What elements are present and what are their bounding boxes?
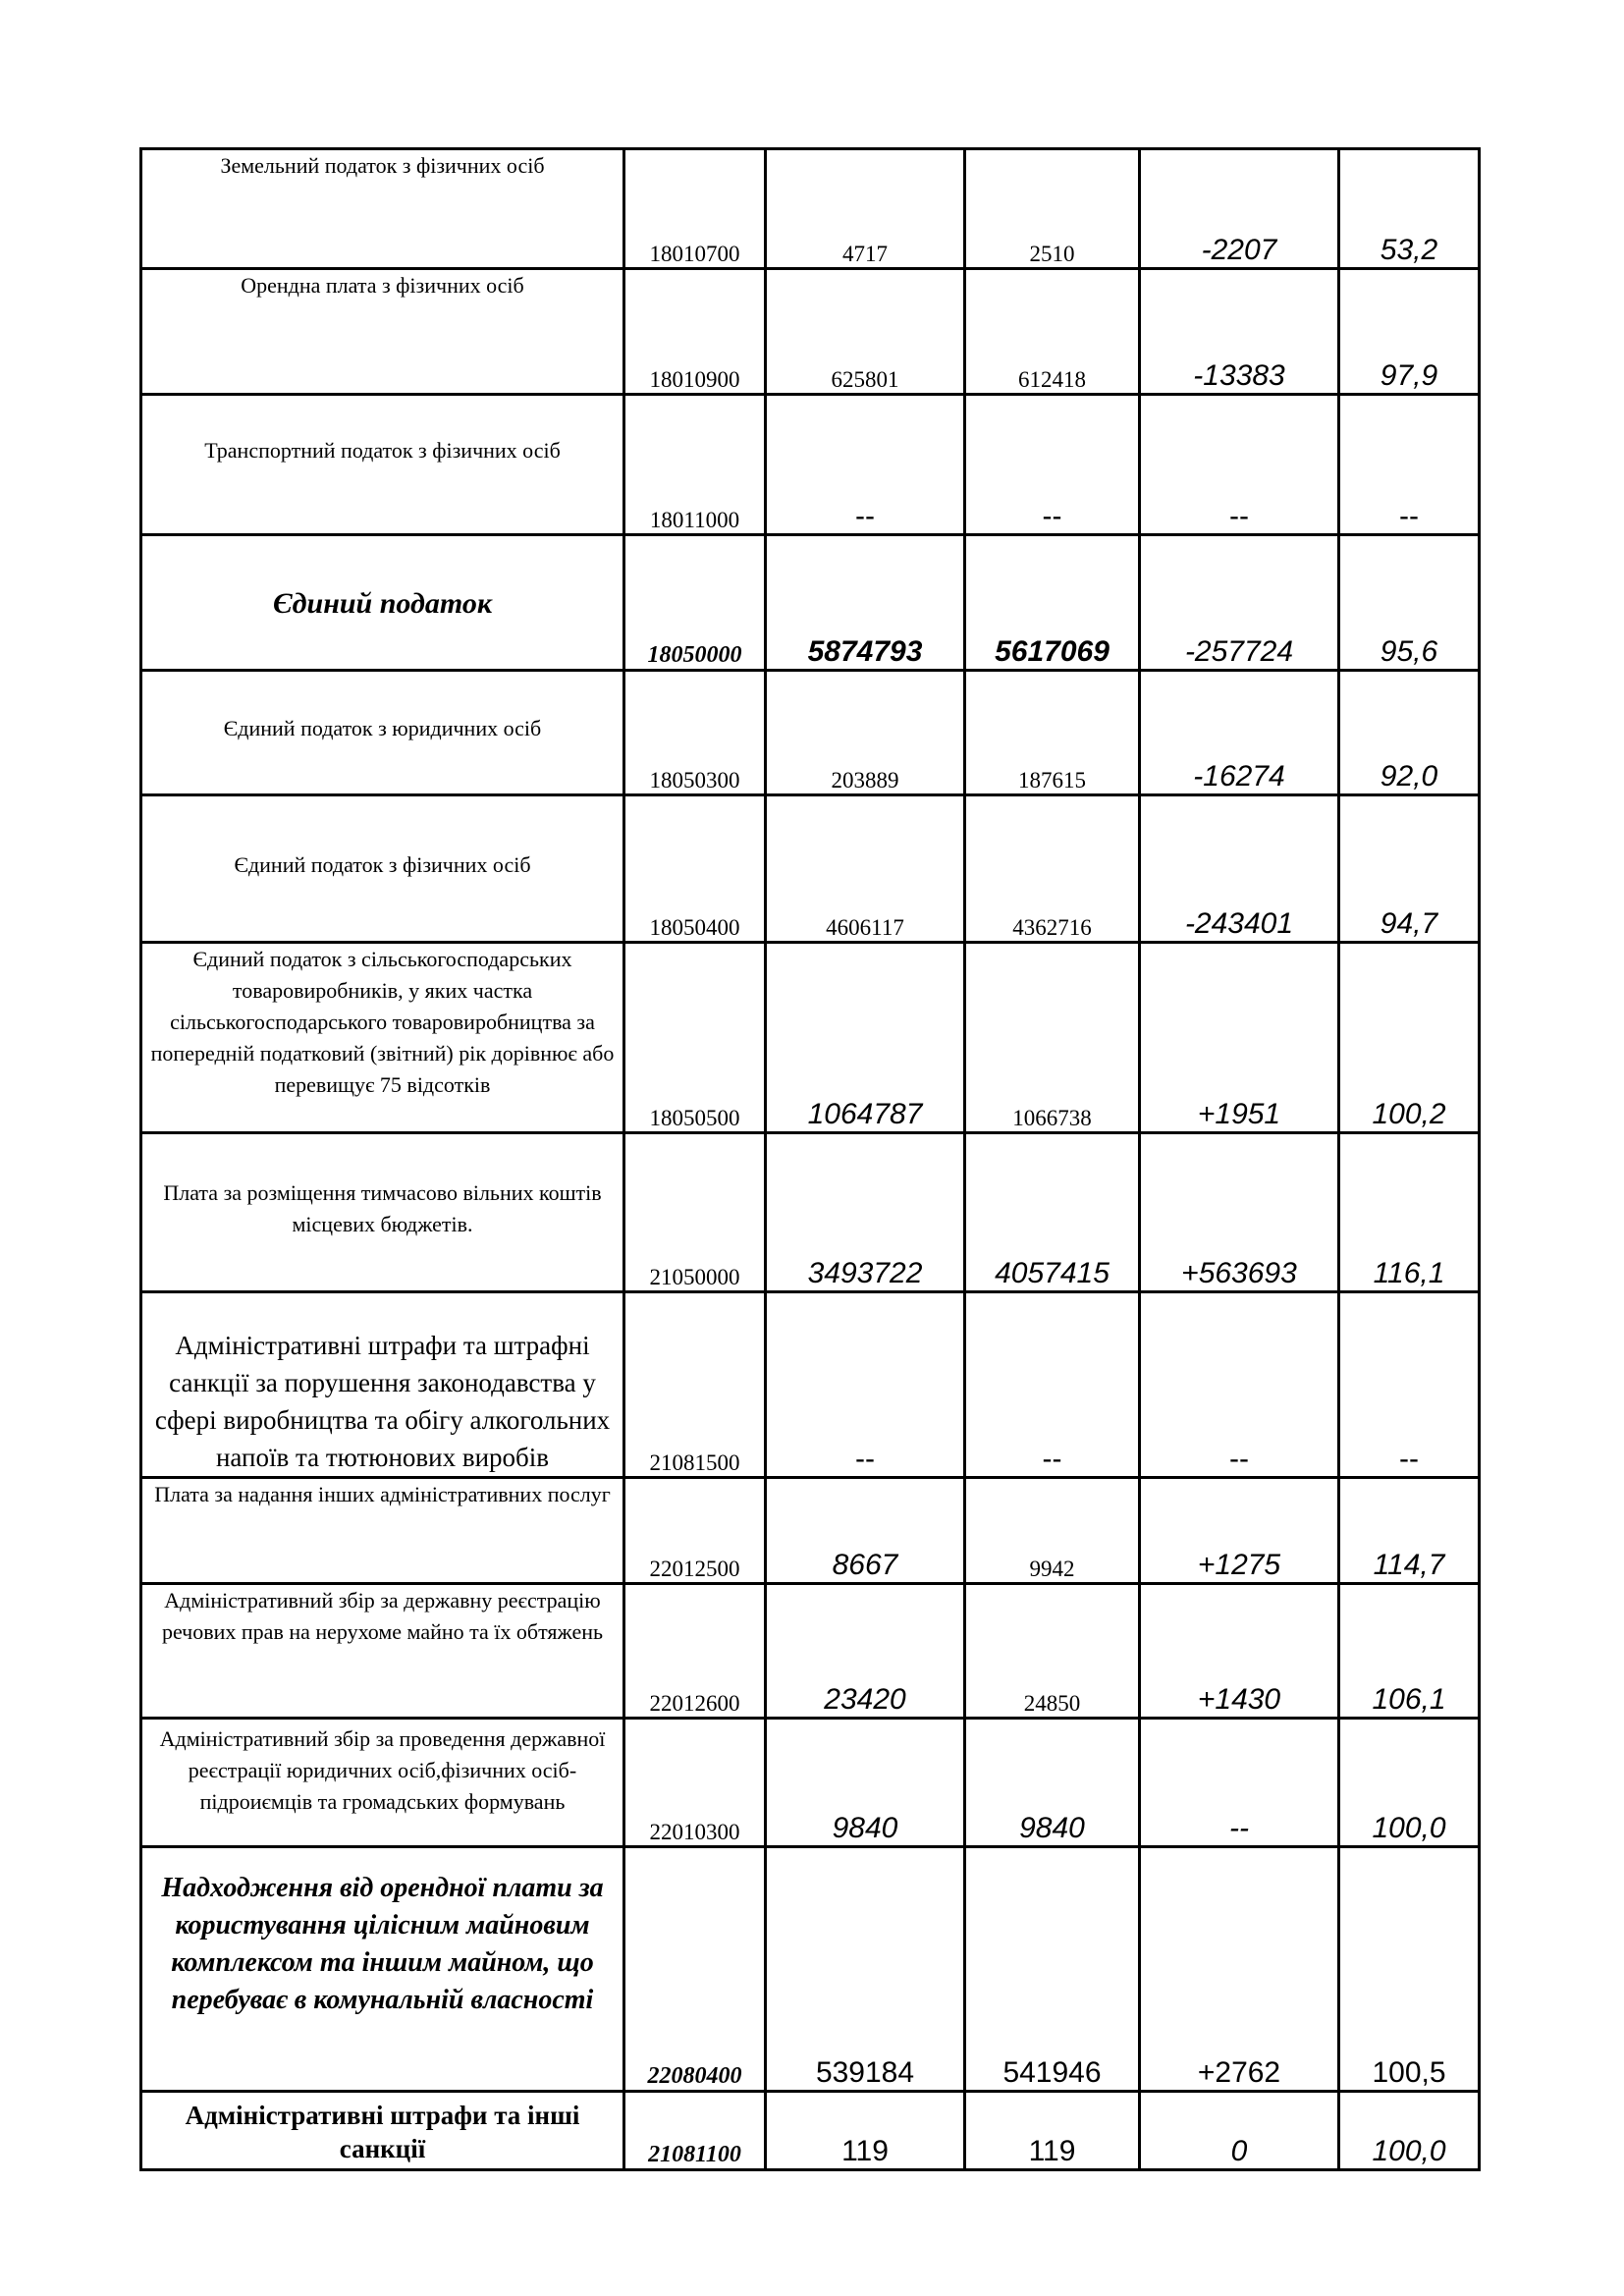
row-plan: 203889 [766,671,965,795]
row-code: 22012500 [624,1478,766,1584]
revenue-table [139,147,1481,2171]
row-code: 22012600 [624,1584,766,1719]
row-plan: 119 [766,2092,965,2170]
row-plan: 4606117 [766,795,965,943]
row-name: Єдиний податок з юридичних осіб [141,671,624,795]
table-row [141,535,1480,671]
row-percent: 100,0 [1339,2092,1480,2170]
row-fact: 612418 [965,269,1140,395]
table-row [141,671,1480,795]
row-fact: 9840 [965,1719,1140,1847]
row-plan: 1064787 [766,943,965,1133]
row-deviation: +563693 [1140,1133,1339,1292]
table-row [141,1292,1480,1478]
row-plan: 4717 [766,149,965,269]
table-row [141,395,1480,535]
row-name: Адміністративні штрафи та штрафні санкції за порушення законодавства у сфері виробництва та обігу алкогольних напоїв та тютюнових виробів [141,1292,624,1478]
table-row [141,795,1480,943]
row-deviation: -- [1140,1719,1339,1847]
row-percent: 97,9 [1339,269,1480,395]
row-plan: 23420 [766,1584,965,1719]
row-code: 22080400 [624,1847,766,2092]
table-row [141,1719,1480,1847]
row-code: 18050400 [624,795,766,943]
row-percent: 116,1 [1339,1133,1480,1292]
row-fact: 9942 [965,1478,1140,1584]
row-fact: 541946 [965,1847,1140,2092]
row-fact: 5617069 [965,535,1140,671]
row-deviation: -16274 [1140,671,1339,795]
row-code: 18050500 [624,943,766,1133]
row-plan: 9840 [766,1719,965,1847]
row-name: Адміністративні штрафи та інші санкції [141,2092,624,2170]
row-fact: 4057415 [965,1133,1140,1292]
row-deviation: +1951 [1140,943,1339,1133]
row-name: Орендна плата з фізичних осіб [141,269,624,395]
row-code: 21050000 [624,1133,766,1292]
table-row [141,149,1480,269]
row-deviation: 0 [1140,2092,1339,2170]
row-plan: 539184 [766,1847,965,2092]
row-fact: 24850 [965,1584,1140,1719]
row-fact: 2510 [965,149,1140,269]
row-deviation: +1430 [1140,1584,1339,1719]
row-percent: 95,6 [1339,535,1480,671]
row-code: 18010700 [624,149,766,269]
row-fact: 187615 [965,671,1140,795]
table-row [141,1133,1480,1292]
table-row [141,1584,1480,1719]
row-deviation: +2762 [1140,1847,1339,2092]
table-row [141,2092,1480,2170]
row-plan: 3493722 [766,1133,965,1292]
row-code: 18050300 [624,671,766,795]
row-deviation: +1275 [1140,1478,1339,1584]
row-name: Земельний податок з фізичних осіб [141,149,624,269]
row-name: Адміністративний збір за державну реєстрацію речових прав на нерухоме майно та їх обтяжень [141,1584,624,1719]
row-plan: 625801 [766,269,965,395]
table-row [141,1478,1480,1584]
row-percent: 53,2 [1339,149,1480,269]
row-deviation: -- [1140,1292,1339,1478]
row-deviation: -243401 [1140,795,1339,943]
row-percent: 100,5 [1339,1847,1480,2092]
row-plan: 8667 [766,1478,965,1584]
row-name: Надходження від орендної плати за користування цілісним майновим комплексом та іншим майном, що перебуває в комунальній власності [141,1847,624,2092]
row-code: 21081100 [624,2092,766,2170]
row-fact: -- [965,1292,1140,1478]
row-plan: -- [766,395,965,535]
row-percent: 100,0 [1339,1719,1480,1847]
row-fact: -- [965,395,1140,535]
row-percent: 100,2 [1339,943,1480,1133]
row-code: 18010900 [624,269,766,395]
row-code: 21081500 [624,1292,766,1478]
row-code: 18050000 [624,535,766,671]
row-percent: -- [1339,1292,1480,1478]
row-percent: 114,7 [1339,1478,1480,1584]
row-plan: -- [766,1292,965,1478]
row-fact: 4362716 [965,795,1140,943]
row-name: Єдиний податок [141,535,624,671]
table-row [141,943,1480,1133]
row-code: 22010300 [624,1719,766,1847]
row-name: Плата за надання інших адміністративних послуг [141,1478,624,1584]
row-name: Плата за розміщення тимчасово вільних коштів місцевих бюджетів. [141,1133,624,1292]
row-code: 18011000 [624,395,766,535]
row-percent: 92,0 [1339,671,1480,795]
row-fact: 1066738 [965,943,1140,1133]
row-name: Єдиний податок з фізичних осіб [141,795,624,943]
row-percent: 94,7 [1339,795,1480,943]
row-fact: 119 [965,2092,1140,2170]
row-name: Транспортний податок з фізичних осіб [141,395,624,535]
row-name: Єдиний податок з сільськогосподарських товаровиробників, у яких частка сільськогосподарського товаровиробництва за попередній податковий (звітний) рік дорівнює або перевищує 75 відсотків [141,943,624,1133]
row-percent: 106,1 [1339,1584,1480,1719]
table-row [141,269,1480,395]
row-name: Адміністративний збір за проведення державної реєстрації юридичних осіб,фізичних осіб- підроиємців та громадських формувань [141,1719,624,1847]
row-deviation: -2207 [1140,149,1339,269]
row-deviation: -- [1140,395,1339,535]
row-percent: -- [1339,395,1480,535]
row-deviation: -257724 [1140,535,1339,671]
row-deviation: -13383 [1140,269,1339,395]
row-plan: 5874793 [766,535,965,671]
table-row [141,1847,1480,2092]
